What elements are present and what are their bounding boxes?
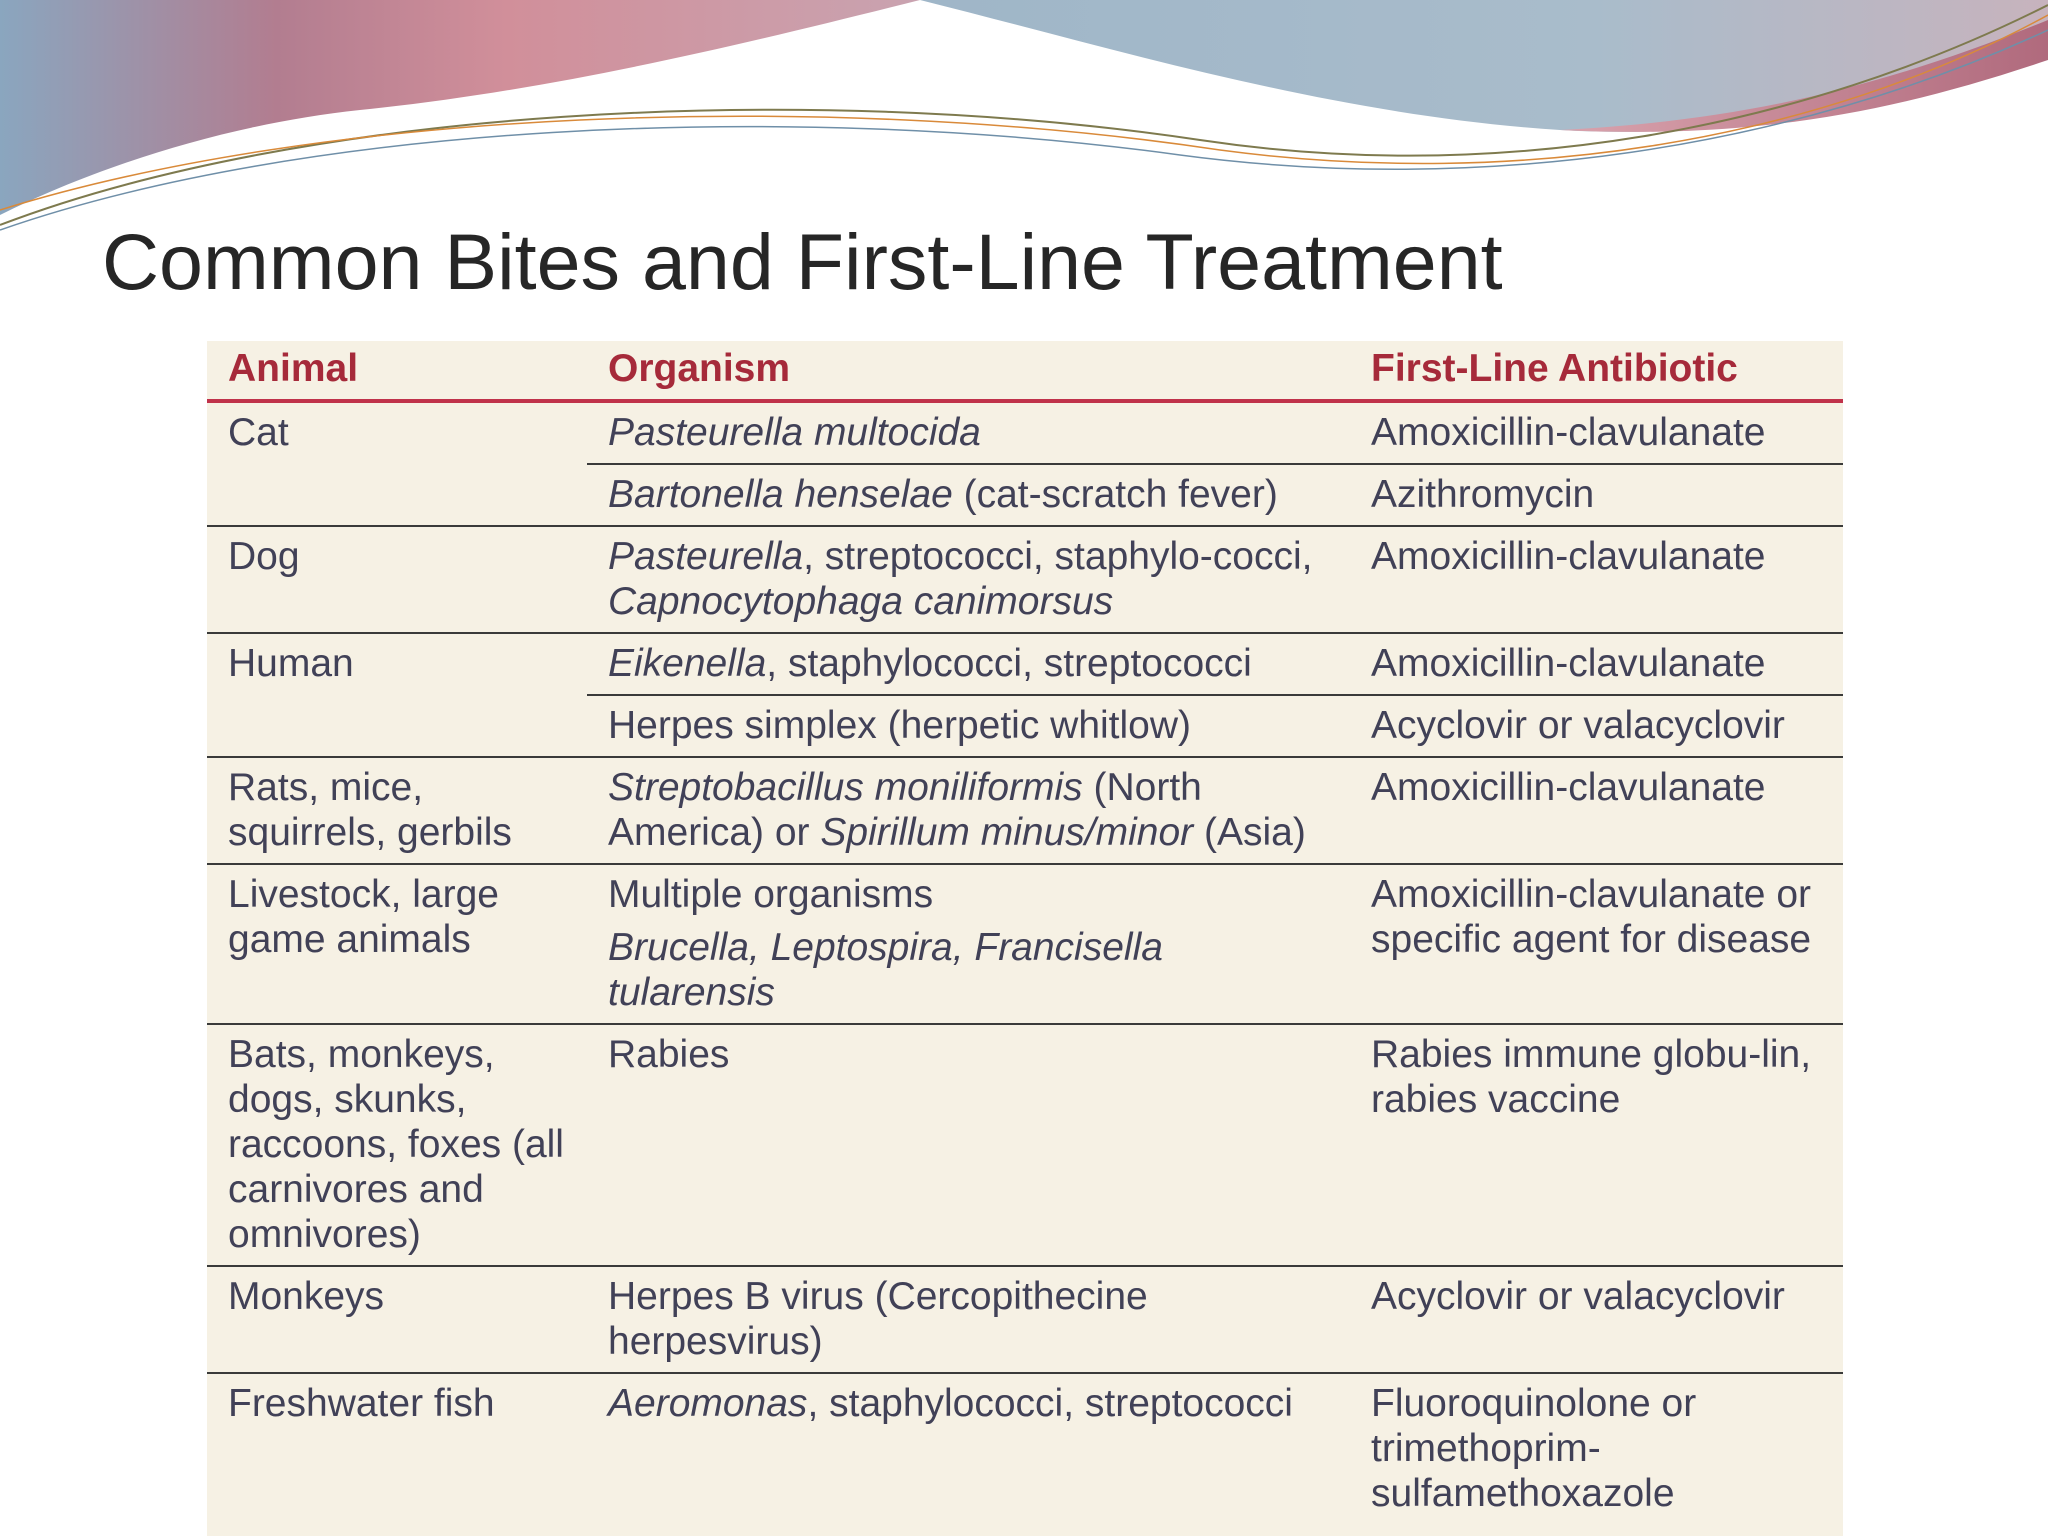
wave-shape-left (0, 0, 920, 215)
cell-animal: Dog (207, 526, 587, 633)
cell-antibiotic: Amoxicillin-clavulanate or specific agent for disease (1350, 864, 1843, 1024)
cell-antibiotic: Fluoroquinolone or trimethoprim-sulfamethoxazole (1350, 1373, 1843, 1524)
header-organism: Organism (587, 341, 1350, 401)
cell-organism (587, 464, 1350, 526)
cell-animal: Monkeys (207, 1266, 587, 1373)
cell-organism (587, 526, 1350, 633)
table-row-dog (207, 526, 1843, 633)
cell-antibiotic: Amoxicillin-clavulanate (1350, 757, 1843, 864)
organism-text: Multiple organisms (608, 873, 934, 916)
header-antibiotic: First-Line Antibiotic (1350, 341, 1843, 401)
organism-text: (North America) or (608, 766, 1202, 854)
table-row-livestock (207, 864, 1843, 1024)
organism-italic: Bartonella henselae (608, 473, 953, 516)
table-row-cat (207, 401, 1843, 464)
organism-italic: Pasteurella (608, 535, 804, 578)
cell-antibiotic: Amoxicillin-clavulanate (1350, 526, 1843, 633)
table-row-monkeys (207, 1266, 1843, 1373)
cell-organism: Rabies (587, 1024, 1350, 1266)
cell-antibiotic: Amoxicillin-clavulanate (1350, 633, 1843, 695)
cell-animal: Human (207, 633, 587, 757)
cell-animal: Bats, monkeys, dogs, skunks, raccoons, foxes (all carnivores and omnivores) (207, 1024, 587, 1266)
organism-text: (cat-scratch fever) (952, 473, 1278, 516)
cell-organism (587, 864, 1350, 1024)
cell-antibiotic: Rabies immune globu-lin, rabies vaccine (1350, 1024, 1843, 1266)
table-header-row (207, 341, 1843, 401)
wave-shape-right (920, 0, 2048, 132)
cell-antibiotic: Azithromycin (1350, 464, 1843, 526)
table-row-human (207, 633, 1843, 695)
organism-italic: Pasteurella multocida (608, 411, 981, 454)
cell-animal: Rats, mice, squirrels, gerbils (207, 757, 587, 864)
cell-antibiotic: Amoxicillin-clavulanate (1371, 411, 1766, 454)
cell-animal: Freshwater fish (207, 1373, 587, 1524)
organism-text: , streptococci, staphylo-cocci, (803, 535, 1313, 578)
organism-text-2: (Asia) (1193, 811, 1306, 854)
cell-antibiotic: Acyclovir or valacyclovir (1350, 695, 1843, 757)
cell-organism (587, 633, 1350, 695)
cell-organism (587, 757, 1350, 864)
organism-italic-2: Spirillum minus/minor (820, 811, 1194, 854)
organism-italic: Streptobacillus moniliformis (608, 766, 1083, 809)
cell-organism (587, 1373, 1350, 1524)
table-row-rabies (207, 1024, 1843, 1266)
organism-italic: Brucella, Leptospira, Francisella tularensis (608, 926, 1163, 1014)
organism-text: , staphylococci, streptococci (766, 642, 1252, 685)
slide-title: Common Bites and First-Line Treatment (102, 217, 1503, 306)
organism-italic: Eikenella (608, 642, 767, 685)
table-row-rodents (207, 757, 1843, 864)
table-row-fish (207, 1373, 1843, 1524)
header-animal: Animal (207, 341, 587, 401)
header-wave-decoration (0, 0, 2048, 240)
cell-antibiotic: Acyclovir or valacyclovir (1350, 1266, 1843, 1373)
organism-italic-2: Capnocytophaga canimorsus (608, 580, 1114, 623)
organism-text: , staphylococci, streptococci (807, 1382, 1293, 1425)
cell-animal: Cat (228, 411, 289, 454)
cell-organism (587, 695, 1350, 757)
cell-animal: Livestock, large game animals (207, 864, 587, 1024)
cell-organism: Herpes B virus (Cercopithecine herpesvirus) (587, 1266, 1350, 1373)
organism-text: Herpes simplex (herpetic whitlow) (608, 704, 1192, 747)
cell-organism (587, 401, 1350, 464)
organism-italic: Aeromonas (608, 1382, 808, 1425)
bites-treatment-table (207, 341, 1843, 1536)
